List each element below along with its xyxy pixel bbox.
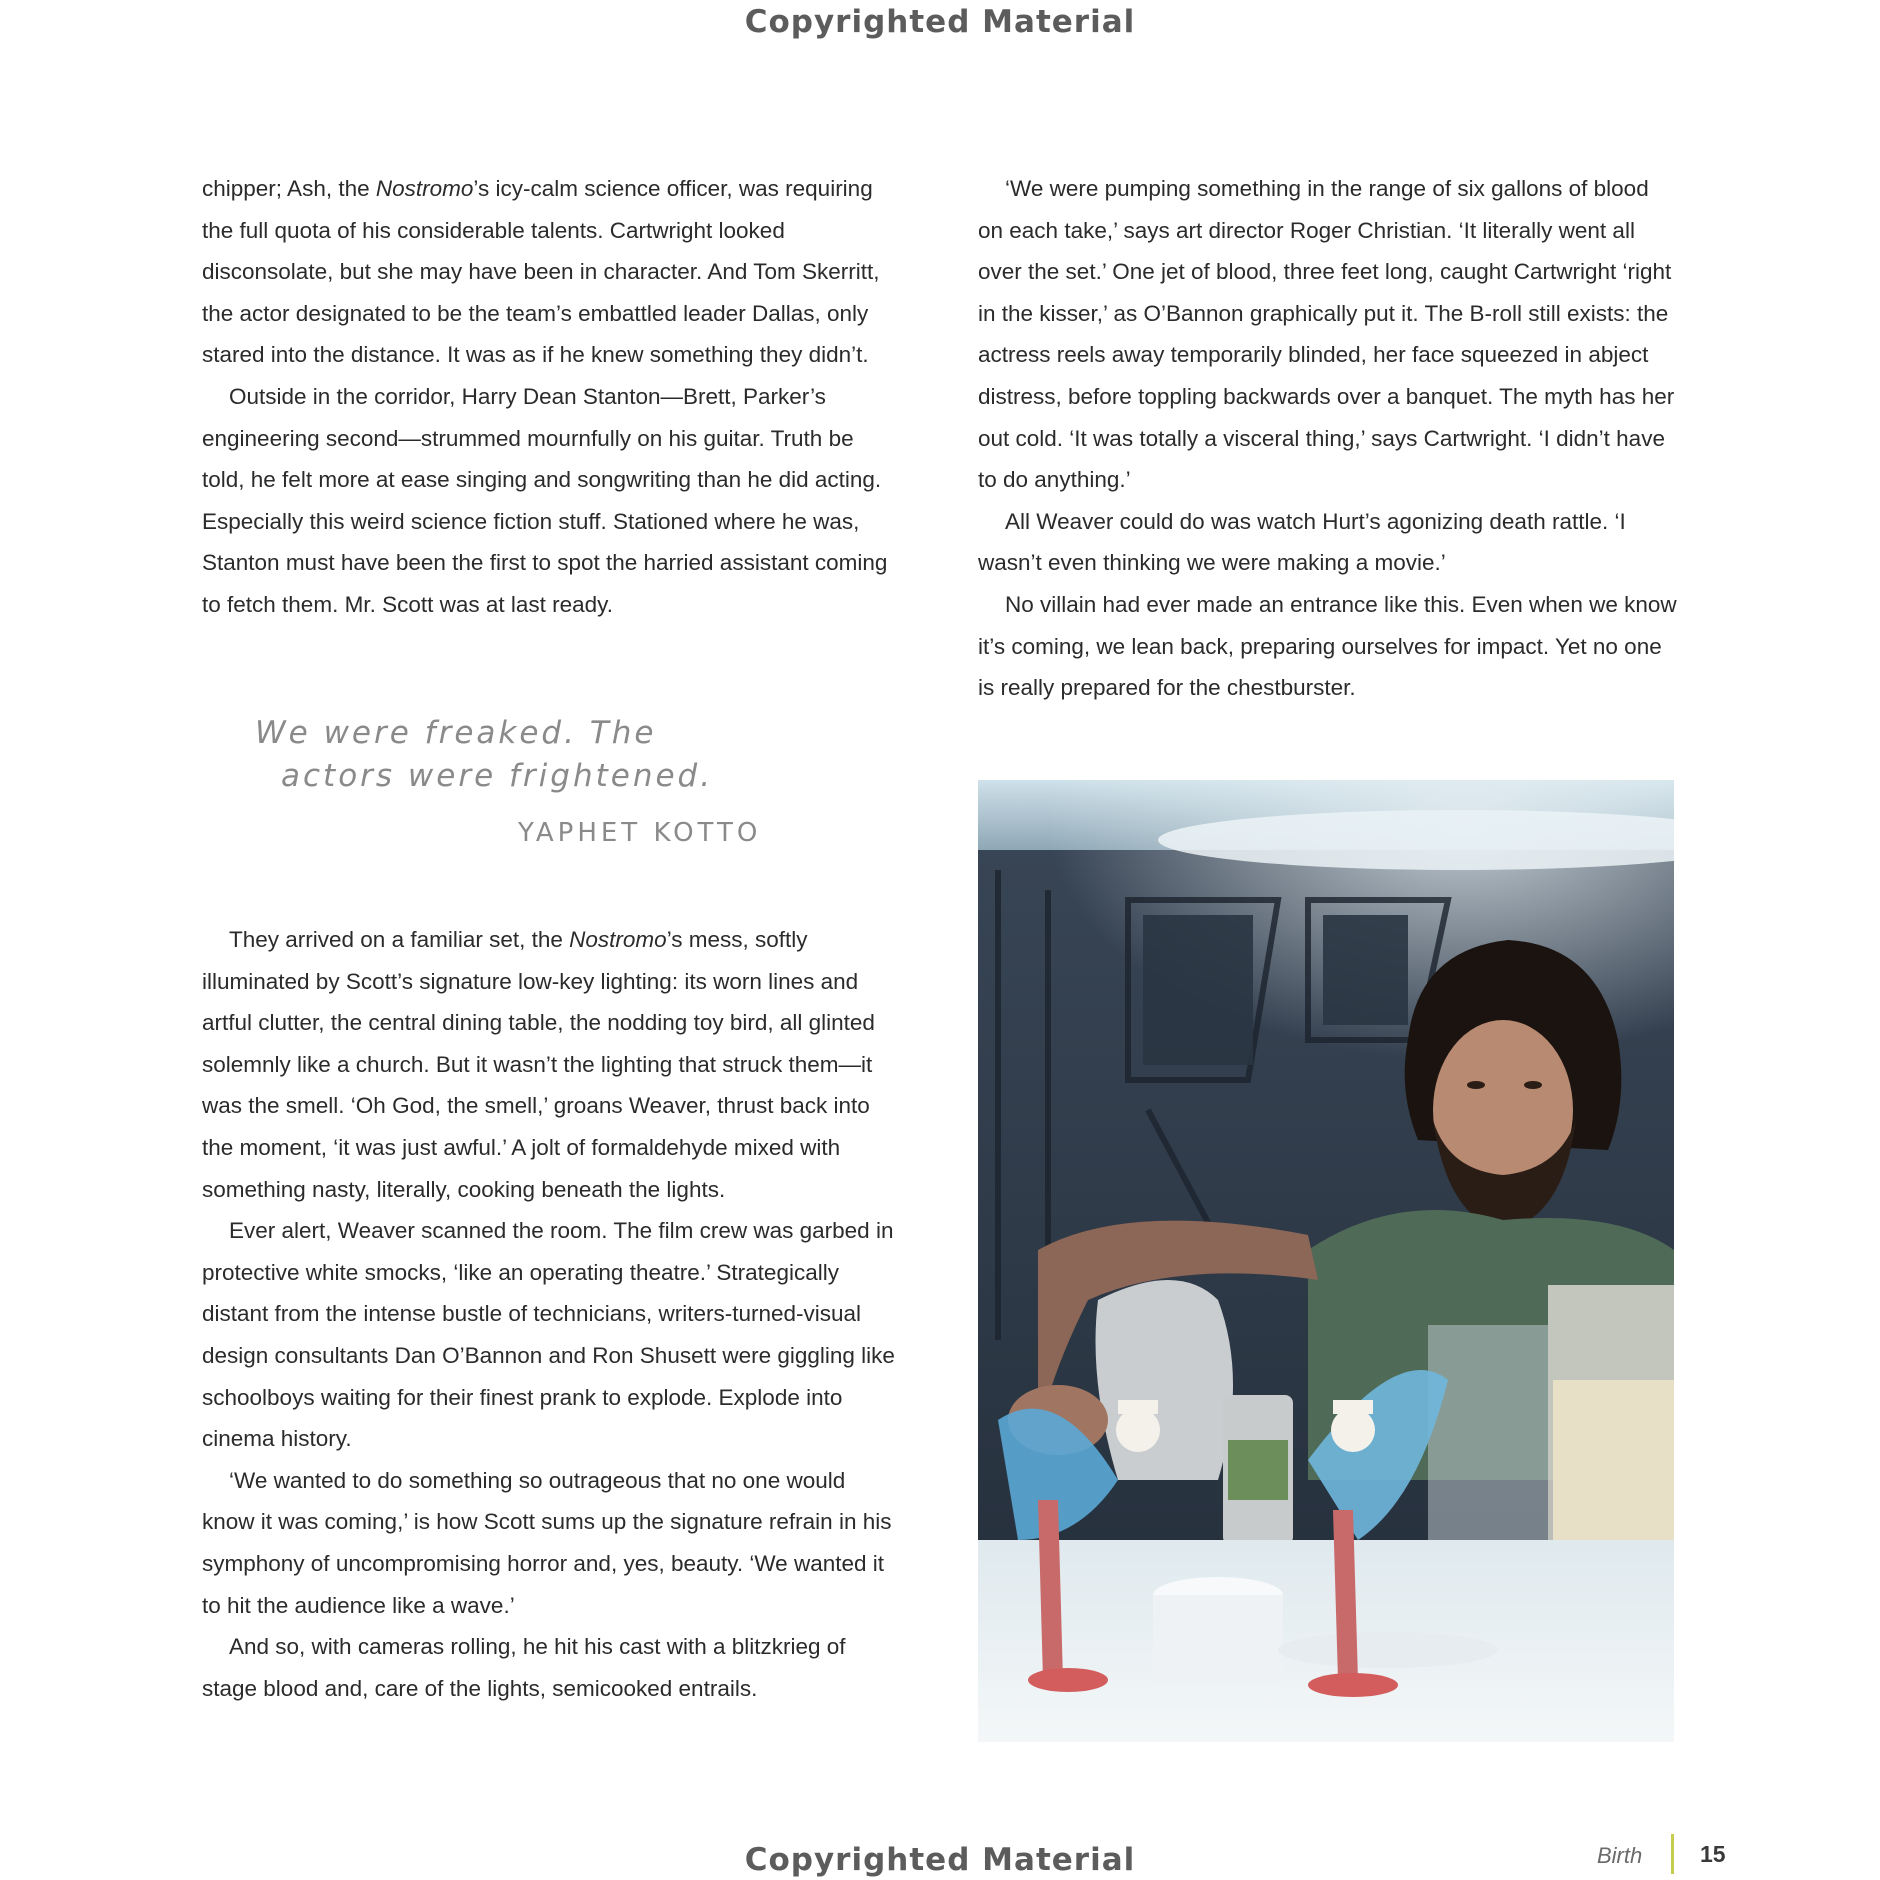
pull-quote	[255, 712, 775, 798]
paragraph: All Weaver could do was watch Hurt’s agonizing death rattle. ‘I wasn’t even thinking we were making a movie.’	[978, 508, 1626, 576]
left-column-bottom	[202, 919, 902, 1709]
pull-quote-attribution: YAPHET KOTTO	[518, 818, 762, 848]
paragraph: They arrived on a familiar set, the Nostromo’s mess, softly illuminated by Scott’s signature low-key lighting: its worn lines and artful clutter, the central dining table, the nodding toy bird, all glinted solemnly like a church. But it wasn’t the lighting that struck them—it was the smell. ‘Oh God, the smell,’ groans Weaver, thrust back into the moment, ‘it was just awful.’ A jolt of formaldehyde mixed with something nasty, literally, cooking beneath the lights.	[202, 927, 875, 1202]
page-number: 15	[1700, 1841, 1726, 1867]
paragraph: Ever alert, Weaver scanned the room. The film crew was garbed in protective white smocks, ‘like an operating theatre.’ Strategically distant from the intense bustle of technicians, writers-turned-visual design consultants Dan O’Bannon and Ron Shusett were giggling like schoolboys waiting for their finest prank to explode. Explode into cinema history.	[202, 1218, 895, 1452]
right-column-top	[978, 168, 1678, 709]
paragraph: chipper; Ash, the Nostromo’s icy-calm science officer, was requiring the full quota of his considerable talents. Cartwright looked disconsolate, but she may have been in character. And Tom Skerritt, the actor designated to be the team’s embattled leader Dallas, only stared into the distance. It was as if he knew something they didn’t.	[202, 176, 880, 368]
paragraph: Outside in the corridor, Harry Dean Stanton—Brett, Parker’s engineering second—strummed mournfully on his guitar. Truth be told, he felt more at ease singing and songwriting than he did acting. Especially this weird science fiction stuff. Stationed where he was, Stanton must have been the first to spot the harried assistant coming to fetch them. Mr. Scott was at last ready.	[202, 383, 888, 617]
watermark-bottom: Copyrighted Material	[744, 1842, 1136, 1878]
left-column-top	[202, 168, 902, 626]
paragraph: No villain had ever made an entrance like this. Even when we know it’s coming, we lean back, preparing ourselves for impact. Yet no one is really prepared for the chestburster.	[978, 591, 1677, 701]
paragraph: ‘We were pumping something in the range of six gallons of blood on each take,’ says art director Roger Christian. ‘It literally went all over the set.’ One jet of blood, three feet long, caught Cartwright ‘right in the kisser,’ as O’Bannon graphically put it. The B-roll still exists: the actress reels away temporarily blinded, her face squeezed in abject distress, before toppling backwards over a banquet. The myth has her out cold. ‘It was totally a visceral thing,’ says Cartwright. ‘I didn’t have to do anything.’	[978, 176, 1675, 493]
film-still-photo	[978, 780, 1674, 1742]
footer-section-title: Birth	[1597, 1843, 1643, 1868]
pull-quote-line-1: We were freaked. The	[255, 715, 657, 751]
paragraph: And so, with cameras rolling, he hit his cast with a blitzkrieg of stage blood and, care of the lights, semicooked entrails.	[202, 1634, 846, 1701]
pull-quote-line-2: actors were frightened.	[281, 758, 714, 794]
paragraph: ‘We wanted to do something so outrageous that no one would know it was coming,’ is how Scott sums up the signature refrain in his symphony of uncompromising horror and, yes, beauty. ‘We wanted it to hit the audience like a wave.’	[202, 1467, 892, 1618]
watermark-top: Copyrighted Material	[744, 4, 1136, 40]
